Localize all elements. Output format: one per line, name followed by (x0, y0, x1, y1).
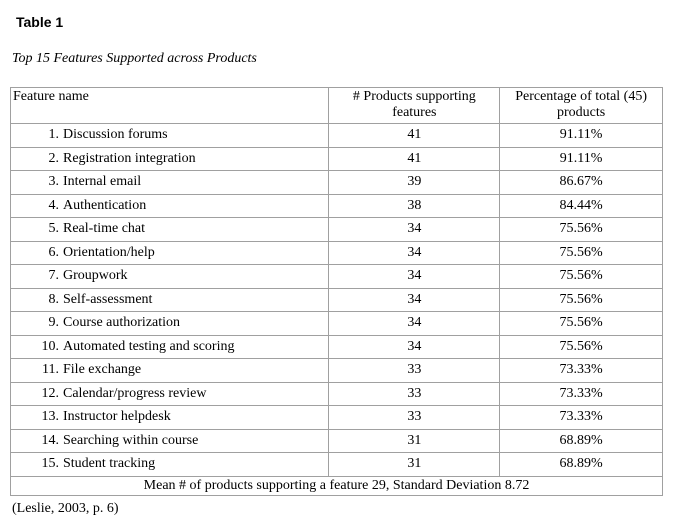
feature-label: Orientation/help (63, 244, 155, 260)
table-row (11, 335, 663, 359)
percentage-cell: 75.56% (500, 218, 663, 242)
feature-name-cell (11, 406, 329, 430)
feature-label: Registration integration (63, 150, 196, 166)
percentage-cell: 73.33% (500, 406, 663, 430)
table-row (11, 288, 663, 312)
table-row (11, 359, 663, 383)
feature-label: Groupwork (63, 268, 128, 284)
features-table (10, 87, 663, 496)
row-number: 3. (48, 174, 59, 190)
table-row (11, 218, 663, 242)
feature-name-cell (11, 453, 329, 477)
feature-label: Automated testing and scoring (63, 338, 235, 354)
percentage-cell: 73.33% (500, 359, 663, 383)
feature-name-cell (11, 359, 329, 383)
feature-label: Instructor helpdesk (63, 409, 171, 425)
product-count-cell: 34 (329, 265, 500, 289)
row-number: 8. (48, 291, 59, 307)
table-header-row (11, 88, 663, 124)
feature-label: Authentication (63, 197, 147, 213)
column-header-percentage: Percentage of total (45) products (500, 88, 663, 124)
product-count-cell: 34 (329, 241, 500, 265)
column-header-feature-name: Feature name (11, 88, 329, 124)
feature-name-cell (11, 265, 329, 289)
table-body (11, 124, 663, 477)
percentage-cell: 84.44% (500, 194, 663, 218)
row-number: 4. (48, 197, 59, 213)
product-count-cell: 38 (329, 194, 500, 218)
percentage-cell: 75.56% (500, 335, 663, 359)
feature-label: Searching within course (63, 432, 199, 448)
row-number: 13. (41, 409, 59, 425)
table-footer-row (11, 476, 663, 495)
product-count-cell: 34 (329, 312, 500, 336)
row-number: 14. (41, 432, 59, 448)
product-count-cell: 33 (329, 382, 500, 406)
table-row (11, 265, 663, 289)
feature-label: File exchange (63, 362, 142, 378)
percentage-cell: 75.56% (500, 288, 663, 312)
percentage-cell: 68.89% (500, 453, 663, 477)
feature-label: Internal email (63, 174, 142, 190)
table-row (11, 241, 663, 265)
feature-name-cell (11, 429, 329, 453)
feature-name-cell (11, 241, 329, 265)
row-number: 1. (48, 127, 59, 143)
table-row (11, 194, 663, 218)
table-caption: Top 15 Features Supported across Products (12, 51, 257, 66)
product-count-cell: 33 (329, 359, 500, 383)
row-number: 7. (48, 268, 59, 284)
row-number: 2. (48, 150, 59, 166)
feature-name-cell (11, 382, 329, 406)
product-count-cell: 39 (329, 171, 500, 195)
feature-name-cell (11, 218, 329, 242)
product-count-cell: 34 (329, 335, 500, 359)
table-footer-note: Mean # of products supporting a feature 29, Standard Deviation 8.72 (11, 476, 663, 495)
feature-label: Student tracking (63, 456, 156, 472)
percentage-cell: 75.56% (500, 265, 663, 289)
product-count-cell: 34 (329, 218, 500, 242)
percentage-cell: 91.11% (500, 124, 663, 148)
percentage-cell: 73.33% (500, 382, 663, 406)
table-row (11, 171, 663, 195)
product-count-cell: 34 (329, 288, 500, 312)
row-number: 9. (48, 315, 59, 331)
row-number: 5. (48, 221, 59, 237)
product-count-cell: 31 (329, 429, 500, 453)
percentage-cell: 75.56% (500, 312, 663, 336)
product-count-cell: 33 (329, 406, 500, 430)
feature-name-cell (11, 147, 329, 171)
table-label: Table 1 (16, 14, 64, 30)
product-count-cell: 41 (329, 147, 500, 171)
feature-name-cell (11, 194, 329, 218)
table-row (11, 429, 663, 453)
product-count-cell: 31 (329, 453, 500, 477)
table-row (11, 453, 663, 477)
percentage-cell: 68.89% (500, 429, 663, 453)
percentage-cell: 86.67% (500, 171, 663, 195)
feature-label: Self-assessment (63, 291, 153, 307)
row-number: 11. (42, 362, 59, 378)
feature-name-cell (11, 171, 329, 195)
table-row (11, 124, 663, 148)
feature-label: Discussion forums (63, 127, 168, 143)
row-number: 10. (41, 338, 59, 354)
table-row (11, 147, 663, 171)
feature-label: Course authorization (63, 315, 181, 331)
table-row (11, 406, 663, 430)
column-header-products-supporting: # Products supporting features (329, 88, 500, 124)
row-number: 6. (48, 244, 59, 260)
table-row (11, 312, 663, 336)
product-count-cell: 41 (329, 124, 500, 148)
feature-name-cell (11, 312, 329, 336)
feature-label: Calendar/progress review (63, 385, 207, 401)
row-number: 15. (41, 456, 59, 472)
percentage-cell: 91.11% (500, 147, 663, 171)
feature-name-cell (11, 288, 329, 312)
feature-name-cell (11, 124, 329, 148)
feature-name-cell (11, 335, 329, 359)
percentage-cell: 75.56% (500, 241, 663, 265)
feature-label: Real-time chat (63, 221, 146, 237)
row-number: 12. (41, 385, 59, 401)
table-row (11, 382, 663, 406)
source-citation: (Leslie, 2003, p. 6) (12, 501, 119, 516)
